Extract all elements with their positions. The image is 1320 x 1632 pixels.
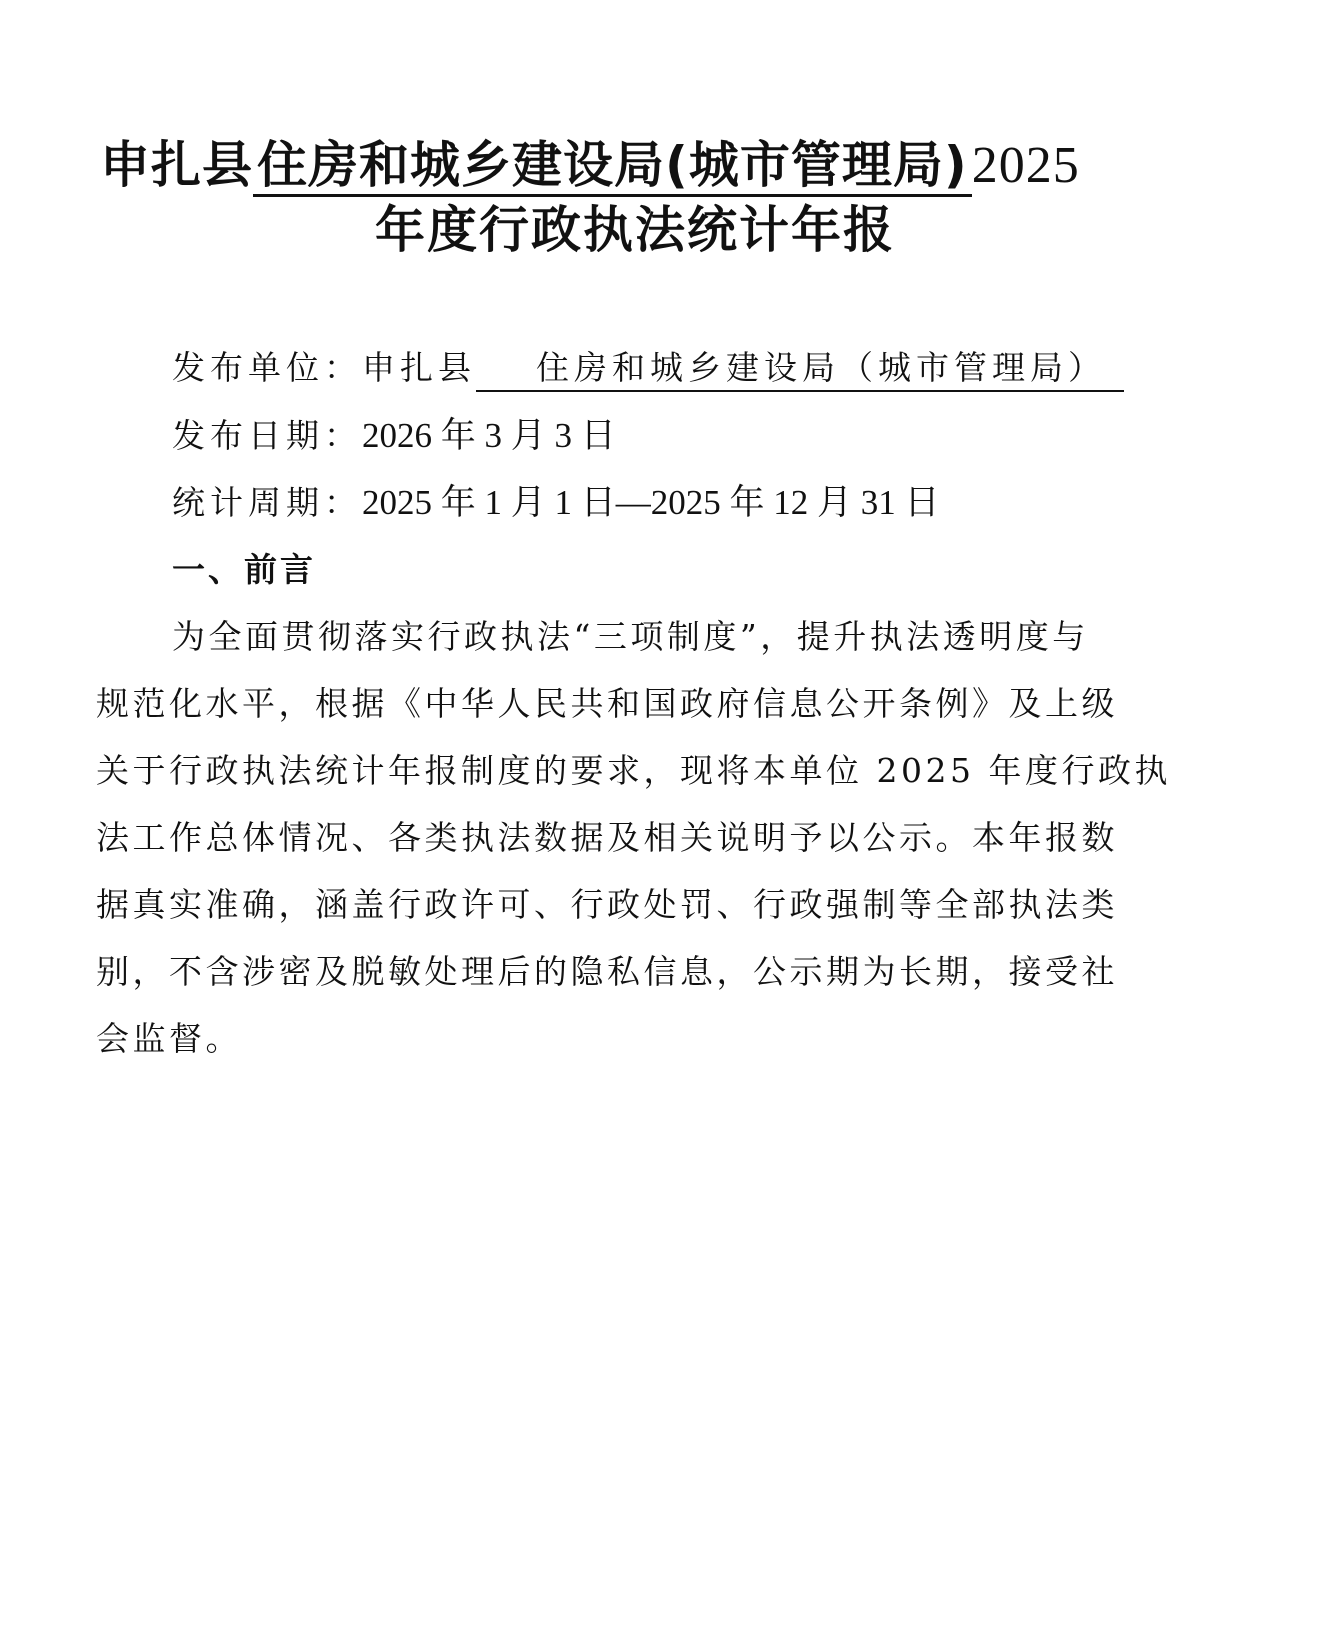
title-county: 申扎县	[100, 136, 253, 194]
paragraph-line: 据真实准确，涵盖行政许可、行政处罚、行政强制等全部执法类	[96, 885, 1118, 924]
paragraph-line: 别，不含涉密及脱敏处理后的隐私信息，公示期为长期，接受社	[96, 952, 1118, 991]
publish-date-label: 发布日期：	[172, 416, 362, 455]
paragraph-line: 规范化水平，根据《中华人民共和国政府信息公开条例》及上级	[96, 684, 1118, 723]
statistics-period-value: 2025 年 1 月 1 日—2025 年 12 月 31 日	[362, 483, 940, 522]
publish-date-value: 2026 年 3 月 3 日	[362, 416, 616, 455]
title-agency-underlined: 住房和城乡建设局(城市管理局)	[253, 136, 972, 197]
publishing-unit-value: 住房和城乡建设局（城市管理局）	[476, 346, 1124, 392]
paragraph-line: 为全面贯彻落实行政执法“三项制度”，提升执法透明度与	[172, 617, 1089, 656]
paragraph-line: 会监督。	[96, 1019, 242, 1058]
document-title-line-1	[100, 135, 1240, 196]
section-heading-preface: 一、前言	[172, 550, 316, 589]
statistics-period	[172, 481, 940, 525]
publishing-unit	[172, 346, 1124, 392]
publish-date	[172, 414, 616, 458]
paragraph-line: 关于行政执法统计年报制度的要求，现将本单位 2025 年度行政执	[96, 751, 1171, 790]
publishing-unit-label: 发布单位：申扎县	[172, 348, 476, 387]
document-title-line-2: 年度行政执法统计年报	[375, 201, 895, 259]
title-year: 2025	[971, 137, 1080, 194]
paragraph-line: 法工作总体情况、各类执法数据及相关说明予以公示。本年报数	[96, 818, 1118, 857]
statistics-period-label: 统计周期：	[172, 483, 362, 522]
